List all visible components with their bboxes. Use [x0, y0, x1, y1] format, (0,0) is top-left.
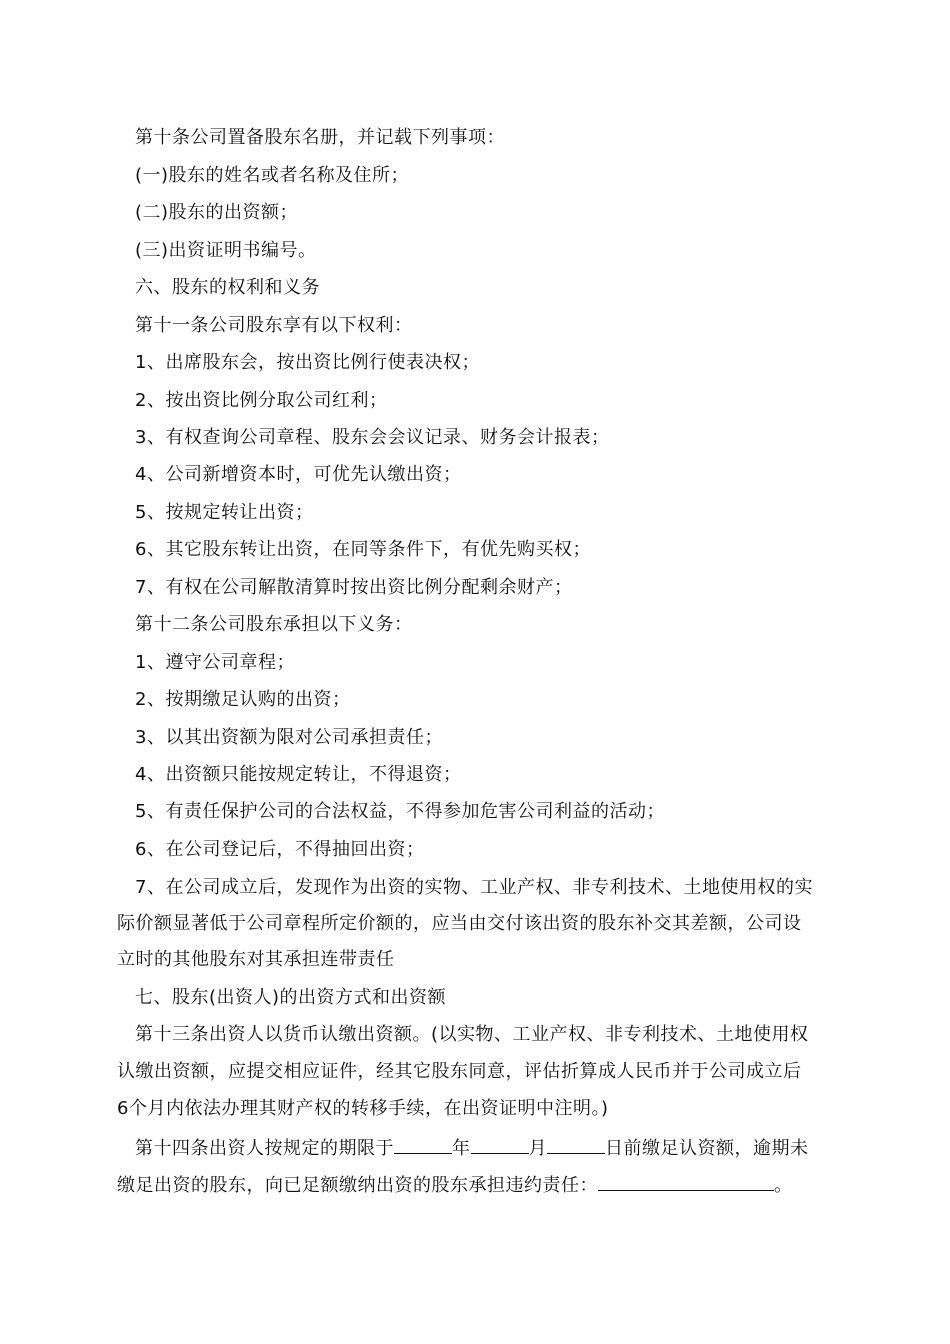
article-10-title: 第十条公司置备股东名册，并记载下列事项： — [135, 127, 505, 148]
article-12-item: 2、按期缴足认购的出资； — [135, 689, 351, 710]
article-14-prefix: 第十四条出资人按规定的期限于 — [135, 1138, 394, 1159]
article-10-item: (二)股东的出资额； — [135, 202, 299, 223]
article-14-line-1 — [135, 1135, 809, 1161]
article-14-line-2-text: 缴足出资的股东，向已足额缴纳出资的股东承担违约责任： — [117, 1175, 598, 1196]
article-12-item: 4、出资额只能按规定转让，不得退资； — [135, 764, 462, 785]
article-13-line: 第十三条出资人以货币认缴出资额。(以实物、工业产权、非专利技术、土地使用权 — [135, 1024, 809, 1045]
year-blank[interactable] — [394, 1135, 452, 1154]
article-13-line: 6个月内依法办理其财产权的转移手续，在出资证明中注明。) — [117, 1098, 609, 1119]
article-12-item: 3、以其出资额为限对公司承担责任； — [135, 727, 443, 748]
article-12-item-7-line: 立时的其他股东对其承担连带责任 — [117, 949, 395, 970]
article-12-item: 5、有责任保护公司的合法权益，不得参加危害公司利益的活动； — [135, 801, 665, 822]
year-label: 年 — [452, 1138, 471, 1159]
day-blank[interactable] — [547, 1135, 605, 1154]
month-label: 月 — [528, 1138, 547, 1159]
article-11-item: 3、有权查询公司章程、股东会会议记录、财务会计报表； — [135, 427, 610, 448]
liability-blank[interactable] — [598, 1172, 774, 1191]
article-12-item-7-line: 7、在公司成立后，发现作为出资的实物、工业产权、非专利技术、土地使用权的实 — [135, 877, 813, 898]
article-13-line: 认缴出资额，应提交相应证件，经其它股东同意，评估折算成人民币并于公司成立后 — [117, 1061, 802, 1082]
article-11-item: 5、按规定转让出资； — [135, 502, 314, 523]
article-12-item: 1、遵守公司章程； — [135, 652, 295, 673]
article-11-item: 6、其它股东转让出资，在同等条件下，有优先购买权； — [135, 539, 591, 560]
article-12-title: 第十二条公司股东承担以下义务： — [135, 614, 413, 635]
article-11-item: 2、按出资比例分取公司红利； — [135, 390, 388, 411]
section-6-heading: 六、股东的权利和义务 — [135, 277, 320, 298]
article-11-title: 第十一条公司股东享有以下权利： — [135, 315, 413, 336]
article-10-item: (三)出资证明书编号。 — [135, 240, 317, 261]
article-12-item: 6、在公司登记后，不得抽回出资； — [135, 839, 425, 860]
article-11-item: 1、出席股东会，按出资比例行使表决权； — [135, 352, 480, 373]
day-suffix: 日前缴足认资额，逾期未 — [605, 1138, 809, 1159]
article-14-end: 。 — [774, 1175, 793, 1196]
article-14-line-2 — [117, 1172, 793, 1198]
section-7-heading: 七、股东(出资人)的出资方式和出资额 — [135, 987, 447, 1008]
month-blank[interactable] — [471, 1135, 529, 1154]
article-11-item: 4、公司新增资本时，可优先认缴出资； — [135, 464, 462, 485]
article-10-item: (一)股东的姓名或者名称及住所； — [135, 165, 410, 186]
article-12-item-7-line: 际价额显著低于公司章程所定价额的，应当由交付该出资的股东补交其差额，公司设 — [117, 913, 802, 934]
article-11-item: 7、有权在公司解散清算时按出资比例分配剩余财产； — [135, 577, 573, 598]
